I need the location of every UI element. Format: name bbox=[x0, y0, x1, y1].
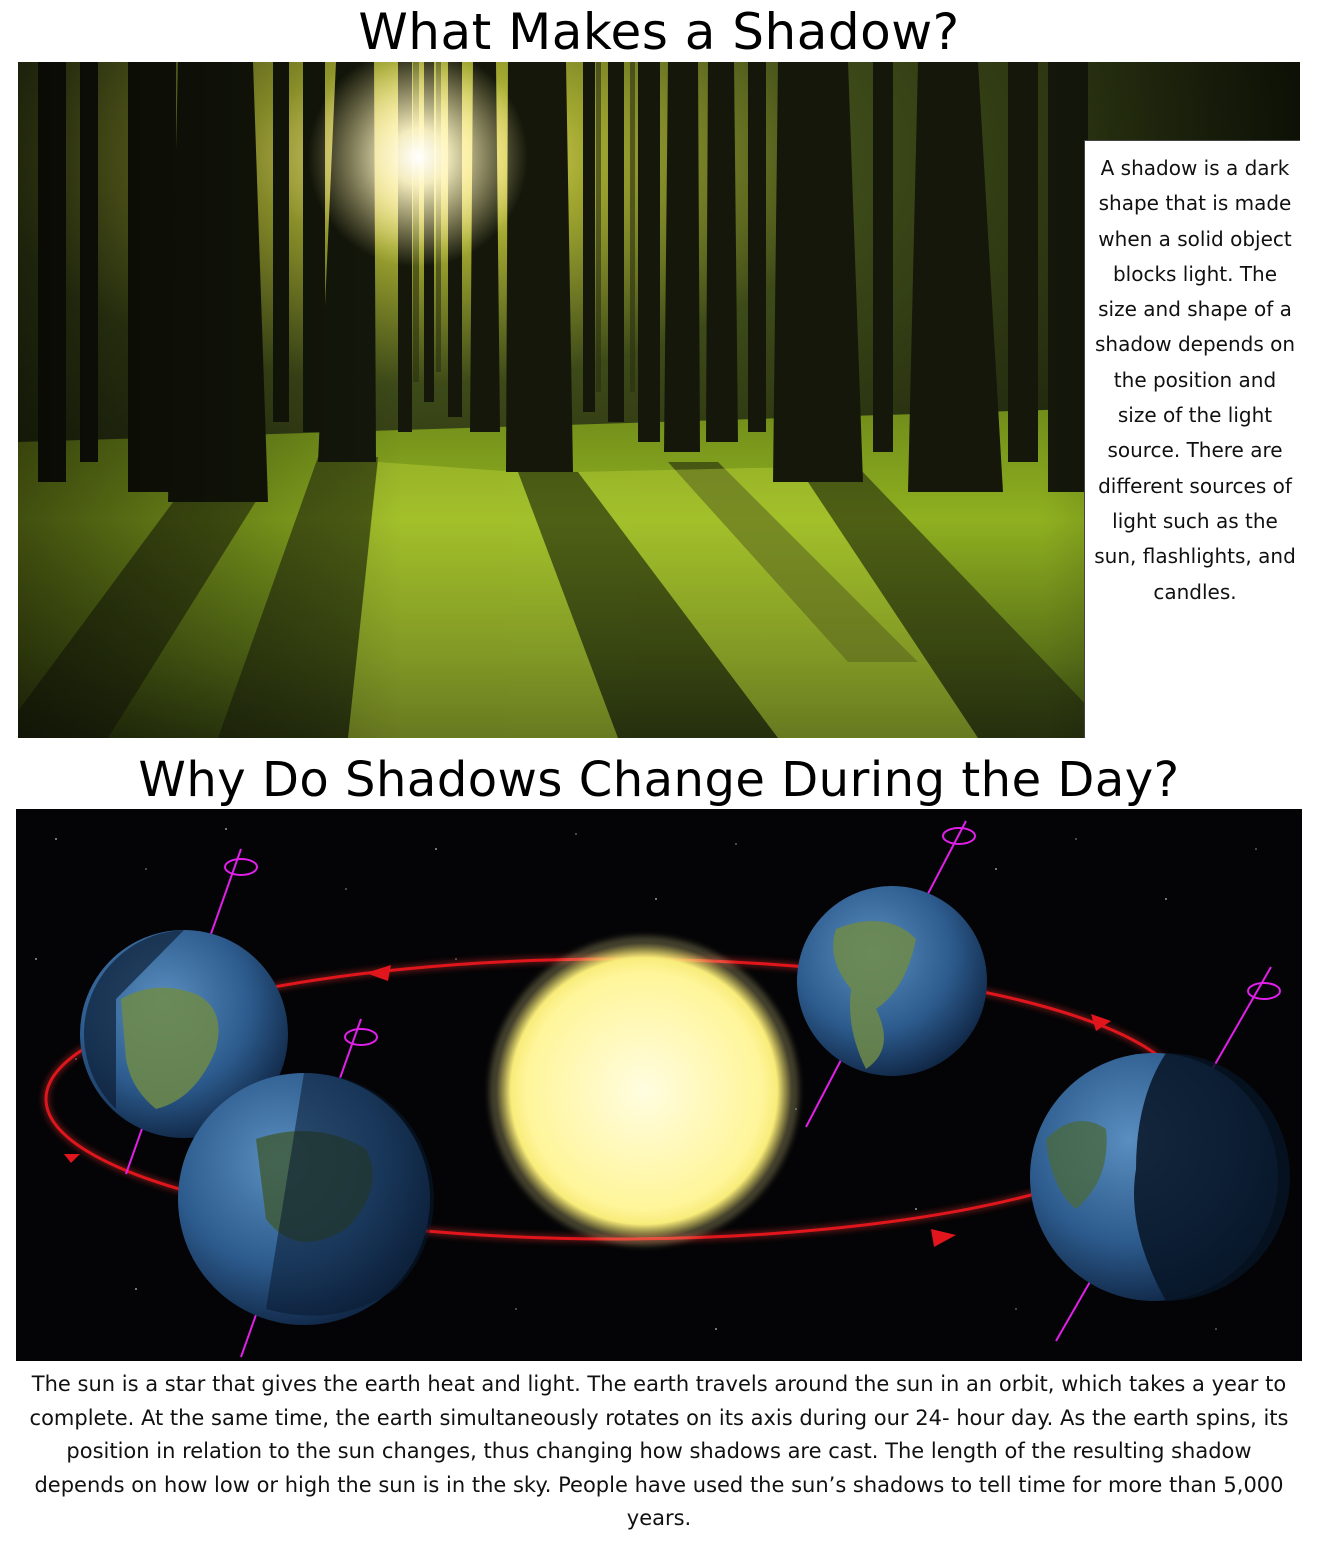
shadow-definition-box: A shadow is a dark shape that is made when a solid object blocks light. The size and shape of a shadow depends on the position and size of the light source. There are different sources of light such as the sun, flashlights, and candles. bbox=[1084, 140, 1300, 738]
page-title: What Makes a Shadow? bbox=[358, 3, 960, 61]
explanation-paragraph: The sun is a star that gives the earth heat and light. The earth travels around the sun in an orbit, which takes a year to complete. At the same time, the earth simultaneously rotates on its axis during our 24- hour day. As the earth spins, its position in relation to the sun changes, thus changing how shadows are cast. The length of the resulting shadow depends on how low or high the sun is in the sky. People have used the sun’s shadows to tell time for more than 5,000 years. bbox=[29, 1372, 1289, 1531]
forest-photo bbox=[18, 62, 1300, 738]
earth-orbit-diagram bbox=[16, 809, 1302, 1361]
section-title: Why Do Shadows Change During the Day? bbox=[138, 752, 1180, 808]
